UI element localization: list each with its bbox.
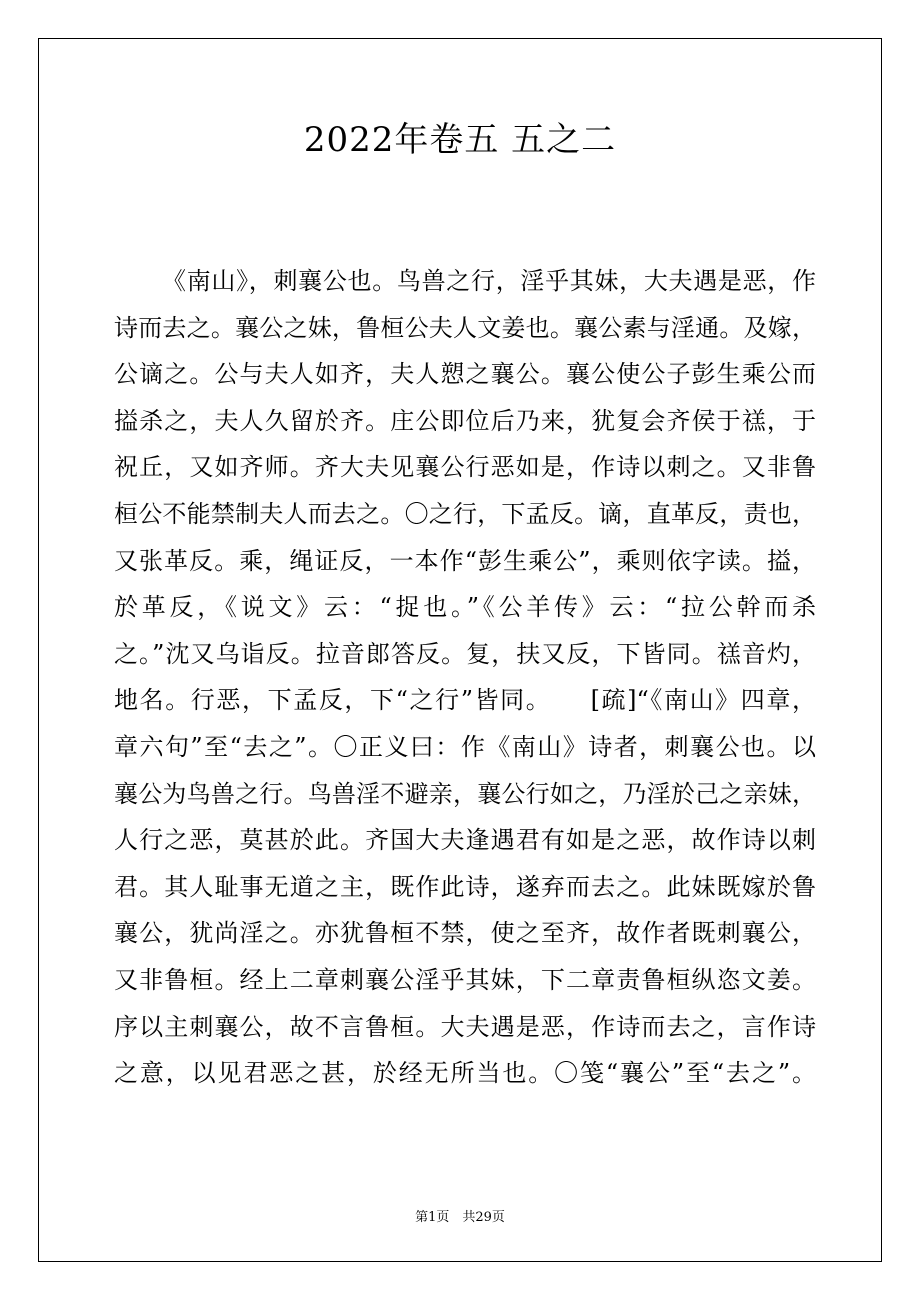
text-line: 之意，以见君恶之甚，於经无所当也。〇笺“襄公”至“去之”。 [114,1059,816,1088]
text-line: 《南山》，刺襄公也。鸟兽之行，淫乎其妹，大夫遇是恶，作 [162,267,816,295]
text-line: 诗而去之。襄公之妹，鲁桓公夫人文姜也。襄公素与淫通。及嫁， [114,313,816,342]
text-line: 桓公不能禁制夫人而去之。〇之行，下孟反。谪，直革反，责也， [114,499,816,528]
text-line: 章六句”至“去之”。〇正义曰：作《南山》诗者，刺襄公也。以 [114,732,816,761]
document-body [114,258,816,1097]
document-title: 2022年卷五 五之二 [303,120,617,160]
text-line: 之。”沈又乌诣反。拉音郎答反。复，扶又反，下皆同。禚音灼， [114,639,816,668]
text-line: 序以主刺襄公，故不言鲁桓。大夫遇是恶，作诗而去之，言作诗 [114,1012,816,1041]
text-line: 又张革反。乘，绳证反，一本作“彭生乘公”，乘则依字读。搤， [114,546,816,575]
text-line: 公谪之。公与夫人如齐，夫人愬之襄公。襄公使公子彭生乘公而 [114,360,816,389]
text-line: 襄公为鸟兽之行。鸟兽淫不避亲，襄公行如之，乃淫於己之亲妹， [114,779,816,808]
text-line: 君。其人耻事无道之主，既作此诗，遂弃而去之。此妹既嫁於鲁 [114,872,816,901]
text-line: 於革反，《说文》云：“捉也。”《公羊传》云：“拉公幹而杀 [114,593,816,622]
text-line: 地名。行恶，下孟反，下“之行”皆同。 [疏]“《南山》四章， [114,686,816,715]
text-line: 人行之恶，莫甚於此。齐国大夫逢遇君有如是之恶，故作诗以刺 [114,826,816,855]
text-line: 搤杀之，夫人久留於齐。庄公即位后乃来，犹复会齐侯于禚，于 [114,406,816,435]
text-line: 又非鲁桓。经上二章刺襄公淫乎其妹，下二章责鲁桓纵恣文姜。 [114,965,816,994]
page-footer: 第1页 共29页 [415,1210,505,1225]
text-line: 襄公，犹尚淫之。亦犹鲁桓不禁，使之至齐，故作者既刺襄公， [114,919,816,948]
text-line: 祝丘，又如齐师。齐大夫见襄公行恶如是，作诗以刺之。又非鲁 [114,453,816,482]
